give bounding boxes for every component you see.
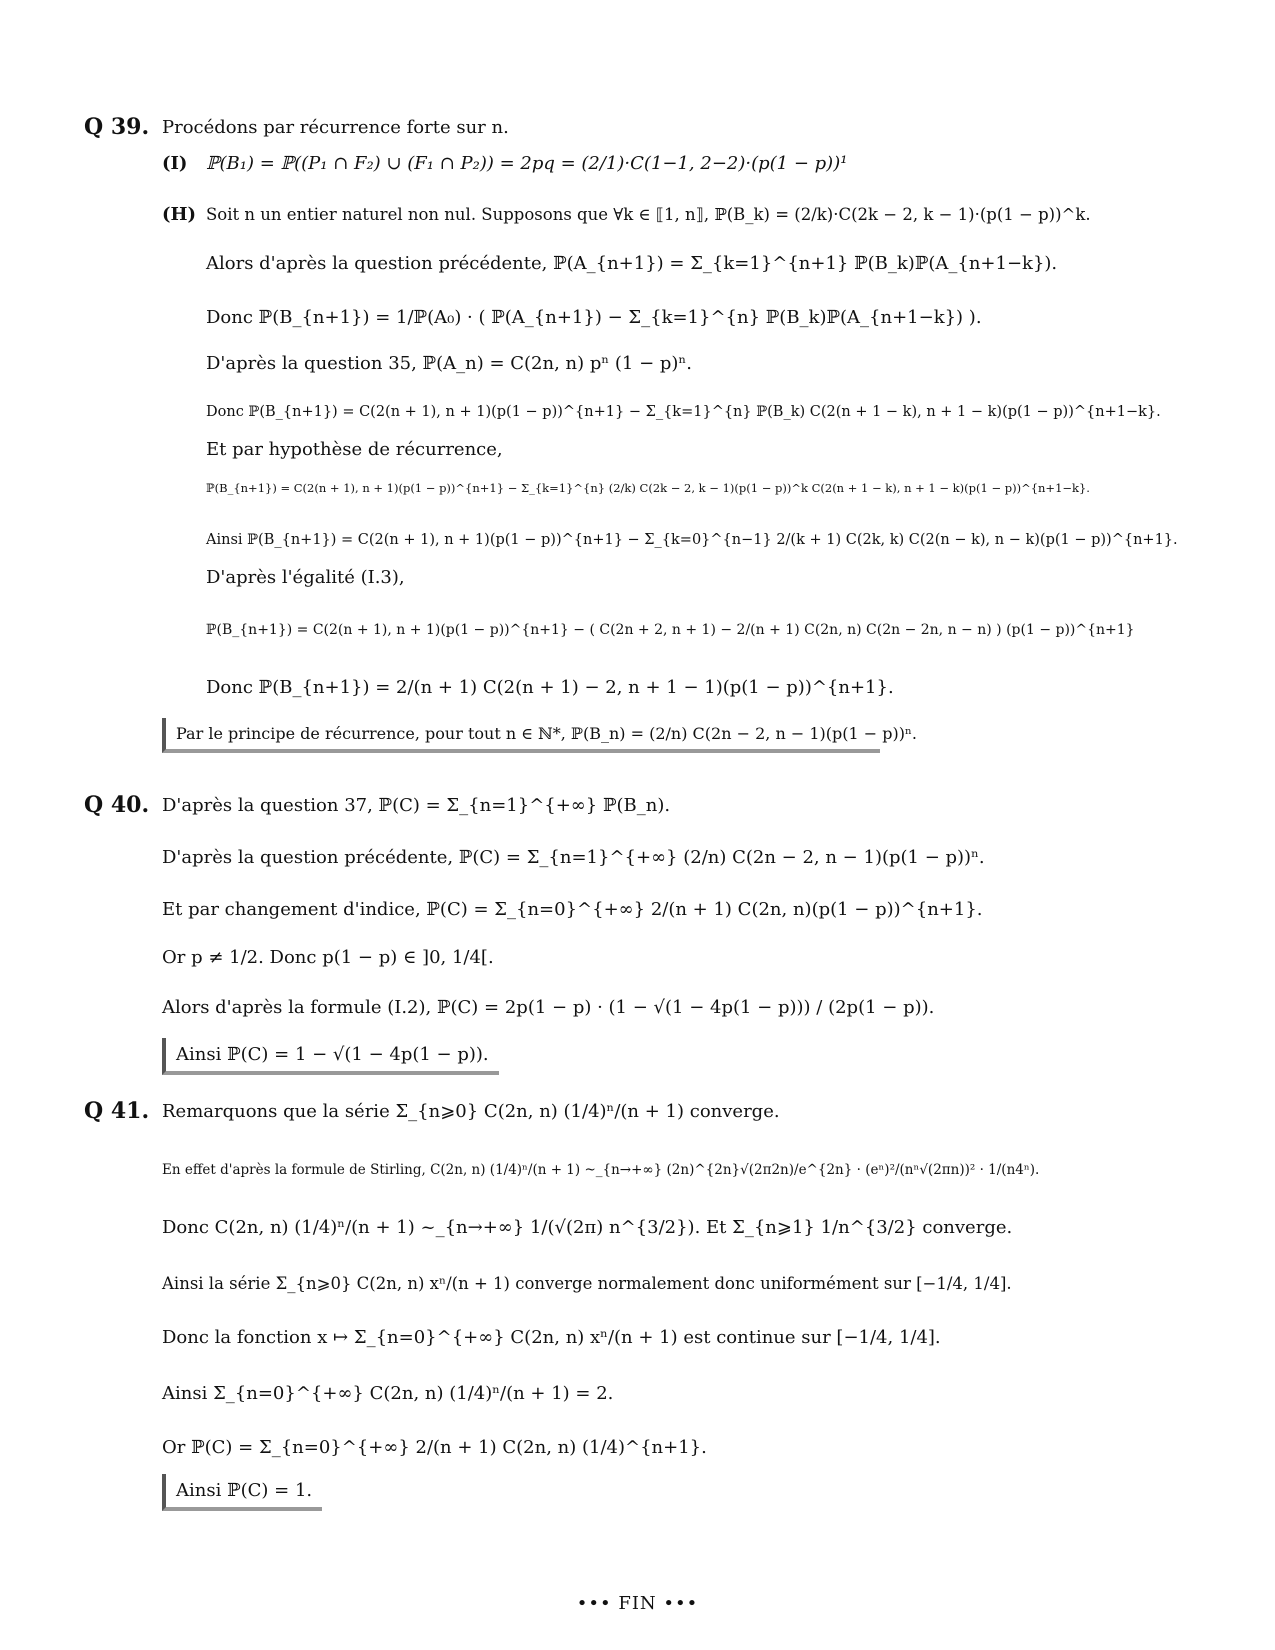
math-line: Et par changement d'indice, ℙ(C) = Σ_{n=0}^{+∞} 2/(n + 1) C(2n, n)(p(1 − p))^{n+1}. xyxy=(162,899,983,920)
question-label: Q 41. xyxy=(84,1098,150,1124)
hered-tag: (H) xyxy=(162,204,197,225)
math-line: ℙ(B₁) = ℙ((P₁ ∩ F₂) ∪ (F₁ ∩ P₂)) = 2pq = (2/1)·C(1−1, 2−2)·(p(1 − p))¹ xyxy=(206,153,848,174)
math-line: ℙ(B_{n+1}) = C(2(n + 1), n + 1)(p(1 − p))^{n+1} − ( C(2n + 2, n + 1) − 2/(n + 1) C(2n, n) C(2n − 2n, n − n) ) (p(1 − p))^{n+1} xyxy=(206,622,1135,638)
math-line: Alors d'après la question précédente, ℙ(A_{n+1}) = Σ_{k=1}^{n+1} ℙ(B_k)ℙ(A_{n+1−k}). xyxy=(206,253,1058,274)
math-line: Donc ℙ(B_{n+1}) = 2/(n + 1) C(2(n + 1) − 2, n + 1 − 1)(p(1 − p))^{n+1}. xyxy=(206,677,894,698)
math-line: ℙ(B_{n+1}) = C(2(n + 1), n + 1)(p(1 − p))^{n+1} − Σ_{k=1}^{n} (2/k) C(2k − 2, k − 1)(p(1 − p))^k C(2(n + 1 − k), n + 1 − k)(p(1 − p))^{n+1−k}. xyxy=(206,481,1090,495)
math-line: Or p ≠ 1/2. Donc p(1 − p) ∈ ]0, 1/4[. xyxy=(162,947,494,968)
math-line: Ainsi la série Σ_{n⩾0} C(2n, n) xⁿ/(n + 1) converge normalement donc uniformément sur [−1/4, 1/4]. xyxy=(162,1274,1012,1293)
conclusion-box: Ainsi ℙ(C) = 1. xyxy=(162,1474,322,1511)
math-line: Ainsi ℙ(B_{n+1}) = C(2(n + 1), n + 1)(p(1 − p))^{n+1} − Σ_{k=0}^{n−1} 2/(k + 1) C(2k, k) C(2(n − k), n − k)(p(1 − p))^{n+1}. xyxy=(206,532,1178,548)
text-line: D'après l'égalité (I.3), xyxy=(206,567,405,588)
conclusion-box: Par le principe de récurrence, pour tout n ∈ ℕ*, ℙ(B_n) = (2/n) C(2n − 2, n − 1)(p(1 − p))ⁿ. xyxy=(162,718,880,753)
math-line: Donc C(2n, n) (1/4)ⁿ/(n + 1) ~_{n→+∞} 1/(√(2π) n^{3/2}). Et Σ_{n⩾1} 1/n^{3/2} converge. xyxy=(162,1217,1013,1238)
math-line: Remarquons que la série Σ_{n⩾0} C(2n, n) (1/4)ⁿ/(n + 1) converge. xyxy=(162,1101,780,1122)
math-line: Donc ℙ(B_{n+1}) = 1/ℙ(A₀) · ( ℙ(A_{n+1}) − Σ_{k=1}^{n} ℙ(B_k)ℙ(A_{n+1−k}) ). xyxy=(206,307,982,328)
math-line: D'après la question 35, ℙ(A_n) = C(2n, n) pⁿ (1 − p)ⁿ. xyxy=(206,353,692,374)
math-line: Soit n un entier naturel non nul. Supposons que ∀k ∈ ⟦1, n⟧, ℙ(B_k) = (2/k)·C(2k − 2, k − 1)·(p(1 − p))^k. xyxy=(206,205,1091,224)
math-line: Donc la fonction x ↦ Σ_{n=0}^{+∞} C(2n, n) xⁿ/(n + 1) est continue sur [−1/4, 1/4]. xyxy=(162,1327,941,1348)
math-line: Alors d'après la formule (I.2), ℙ(C) = 2p(1 − p) · (1 − √(1 − 4p(1 − p))) / (2p(1 − p)). xyxy=(162,997,935,1018)
text-line: Et par hypothèse de récurrence, xyxy=(206,439,503,460)
math-line: Ainsi Σ_{n=0}^{+∞} C(2n, n) (1/4)ⁿ/(n + 1) = 2. xyxy=(162,1383,614,1404)
init-tag: (I) xyxy=(162,153,188,174)
question-label: Q 39. xyxy=(84,114,150,140)
math-line: D'après la question 37, ℙ(C) = Σ_{n=1}^{+∞} ℙ(B_n). xyxy=(162,795,671,816)
math-line: Donc ℙ(B_{n+1}) = C(2(n + 1), n + 1)(p(1 − p))^{n+1} − Σ_{k=1}^{n} ℙ(B_k) C(2(n + 1 − k), n + 1 − k)(p(1 − p))^{n+1−k}. xyxy=(206,404,1161,420)
conclusion-box: Ainsi ℙ(C) = 1 − √(1 − 4p(1 − p)). xyxy=(162,1038,499,1075)
text-line: Procédons par récurrence forte sur n. xyxy=(162,117,509,138)
question-label: Q 40. xyxy=(84,792,150,818)
math-line: D'après la question précédente, ℙ(C) = Σ_{n=1}^{+∞} (2/n) C(2n − 2, n − 1)(p(1 − p))ⁿ. xyxy=(162,847,985,868)
math-line: Or ℙ(C) = Σ_{n=0}^{+∞} 2/(n + 1) C(2n, n) (1/4)^{n+1}. xyxy=(162,1437,707,1458)
footer-end-marker: ••• FIN ••• xyxy=(576,1593,699,1614)
math-line: En effet d'après la formule de Stirling, C(2n, n) (1/4)ⁿ/(n + 1) ~_{n→+∞} (2n)^{2n}√(2π2n)/e^{2n} · (eⁿ)²/(nⁿ√(2πn))² · 1/(n4ⁿ). xyxy=(162,1162,1040,1178)
